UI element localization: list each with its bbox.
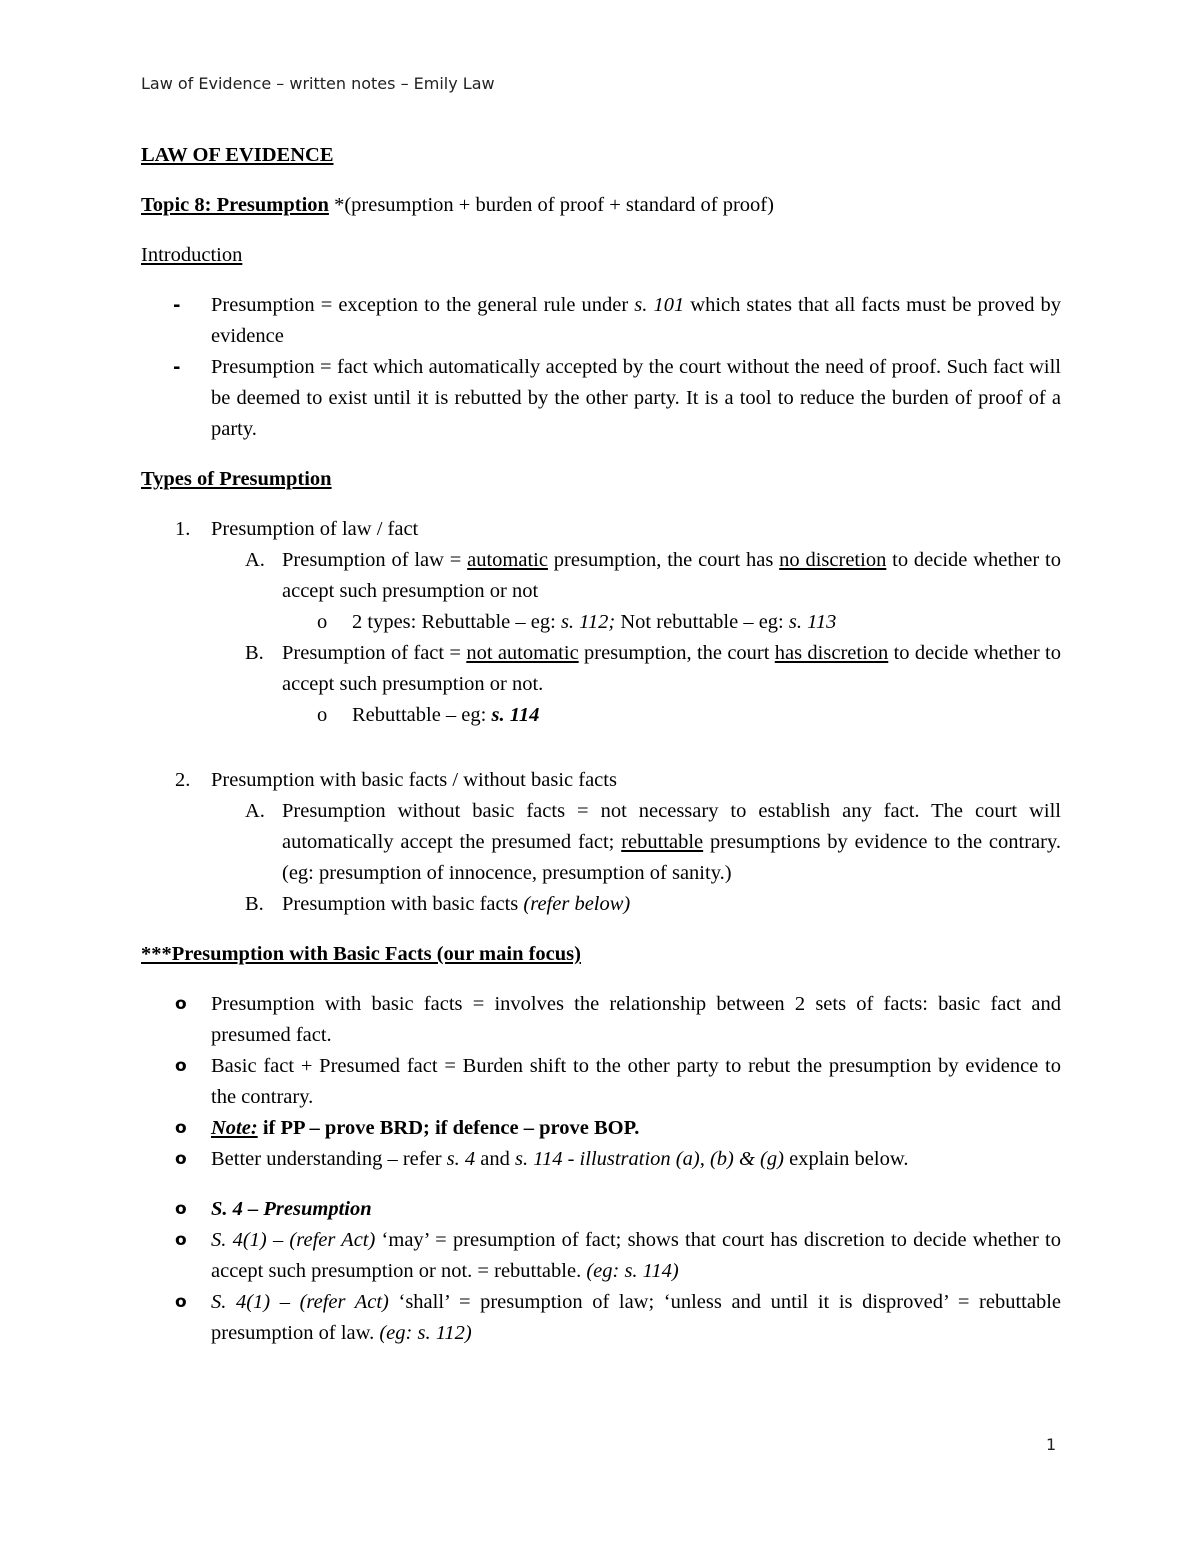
circle-bullet-icon: o — [175, 1056, 187, 1076]
document-body — [141, 140, 1061, 1349]
focus-bullet: o S. 4(1) – (refer Act) ‘shall’ = presumption of law; ‘unless and until it is disproved’ = rebuttable presumption of law. (eg: s. 112) — [141, 1287, 1061, 1349]
main-focus-heading: ***Presumption with Basic Facts (our main focus) — [141, 943, 581, 965]
topic-heading — [141, 190, 1061, 221]
lettered-item: B. Presumption of fact = not automatic presumption, the court has discretion to decide whether to accept such presumption or not. — [245, 642, 1061, 695]
sub-bullet: o Rebuttable – eg: s. 114 — [141, 700, 1061, 731]
lettered-item: A. Presumption of law = automatic presumption, the court has no discretion to decide whether to accept such presumption or not — [245, 549, 1061, 602]
dash-bullet-icon: - — [173, 295, 181, 316]
circle-bullet-icon: o — [317, 611, 328, 633]
numbered-item: 1. Presumption of law / fact — [175, 518, 419, 540]
lettered-item: A. Presumption without basic facts = not necessary to establish any fact. The court will automatically accept the presumed fact; rebuttable presumptions by evidence to the contrary. (eg: presumption of innocence, presumption of sanity.) — [245, 800, 1061, 884]
focus-bullet: o Note: if PP – prove BRD; if defence – prove BOP. — [141, 1113, 1061, 1144]
focus-bullet: o S. 4(1) – (refer Act) ‘may’ = presumption of fact; shows that court has discretion to decide whether to accept such presumption or not. = rebuttable. (eg: s. 114) — [141, 1225, 1061, 1287]
intro-bullet: - Presumption = exception to the general rule under s. 101 which states that all facts must be proved by evidence — [141, 290, 1061, 352]
topic-label: Topic 8: Presumption — [141, 194, 329, 216]
focus-bullet: o Presumption with basic facts = involves the relationship between 2 sets of facts: basic fact and presumed fact. — [141, 989, 1061, 1051]
circle-bullet-icon: o — [175, 1118, 187, 1138]
circle-bullet-icon: o — [175, 1292, 187, 1312]
types-heading: Types of Presumption — [141, 468, 332, 490]
sub-bullet: o 2 types: Rebuttable – eg: s. 112; Not rebuttable – eg: s. 113 — [141, 607, 1061, 638]
numbered-item: 2. Presumption with basic facts / without basic facts — [175, 769, 617, 791]
page-header: Law of Evidence – written notes – Emily Law — [141, 74, 495, 93]
circle-bullet-icon: o — [175, 1230, 187, 1250]
circle-bullet-icon: o — [175, 994, 187, 1014]
dash-bullet-icon: - — [173, 357, 181, 378]
focus-bullet: o Better understanding – refer s. 4 and s. 114 - illustration (a), (b) & (g) explain below. — [141, 1144, 1061, 1175]
focus-bullet: o S. 4 – Presumption — [141, 1194, 1061, 1225]
circle-bullet-icon: o — [175, 1149, 187, 1169]
topic-note: *(presumption + burden of proof + standard of proof) — [328, 194, 774, 216]
document-title: LAW OF EVIDENCE — [141, 144, 334, 166]
introduction-heading: Introduction — [141, 244, 243, 266]
circle-bullet-icon: o — [317, 704, 328, 726]
intro-bullet: - Presumption = fact which automatically accepted by the court without the need of proof. Such fact will be deemed to exist until it is rebutted by the other party. It is a tool to reduce the burden of proof of a party. — [141, 352, 1061, 445]
lettered-item: B. Presumption with basic facts (refer below) — [245, 893, 631, 915]
circle-bullet-icon: o — [175, 1199, 187, 1219]
page-number: 1 — [1046, 1435, 1057, 1454]
focus-bullet: o Basic fact + Presumed fact = Burden shift to the other party to rebut the presumption by evidence to the contrary. — [141, 1051, 1061, 1113]
